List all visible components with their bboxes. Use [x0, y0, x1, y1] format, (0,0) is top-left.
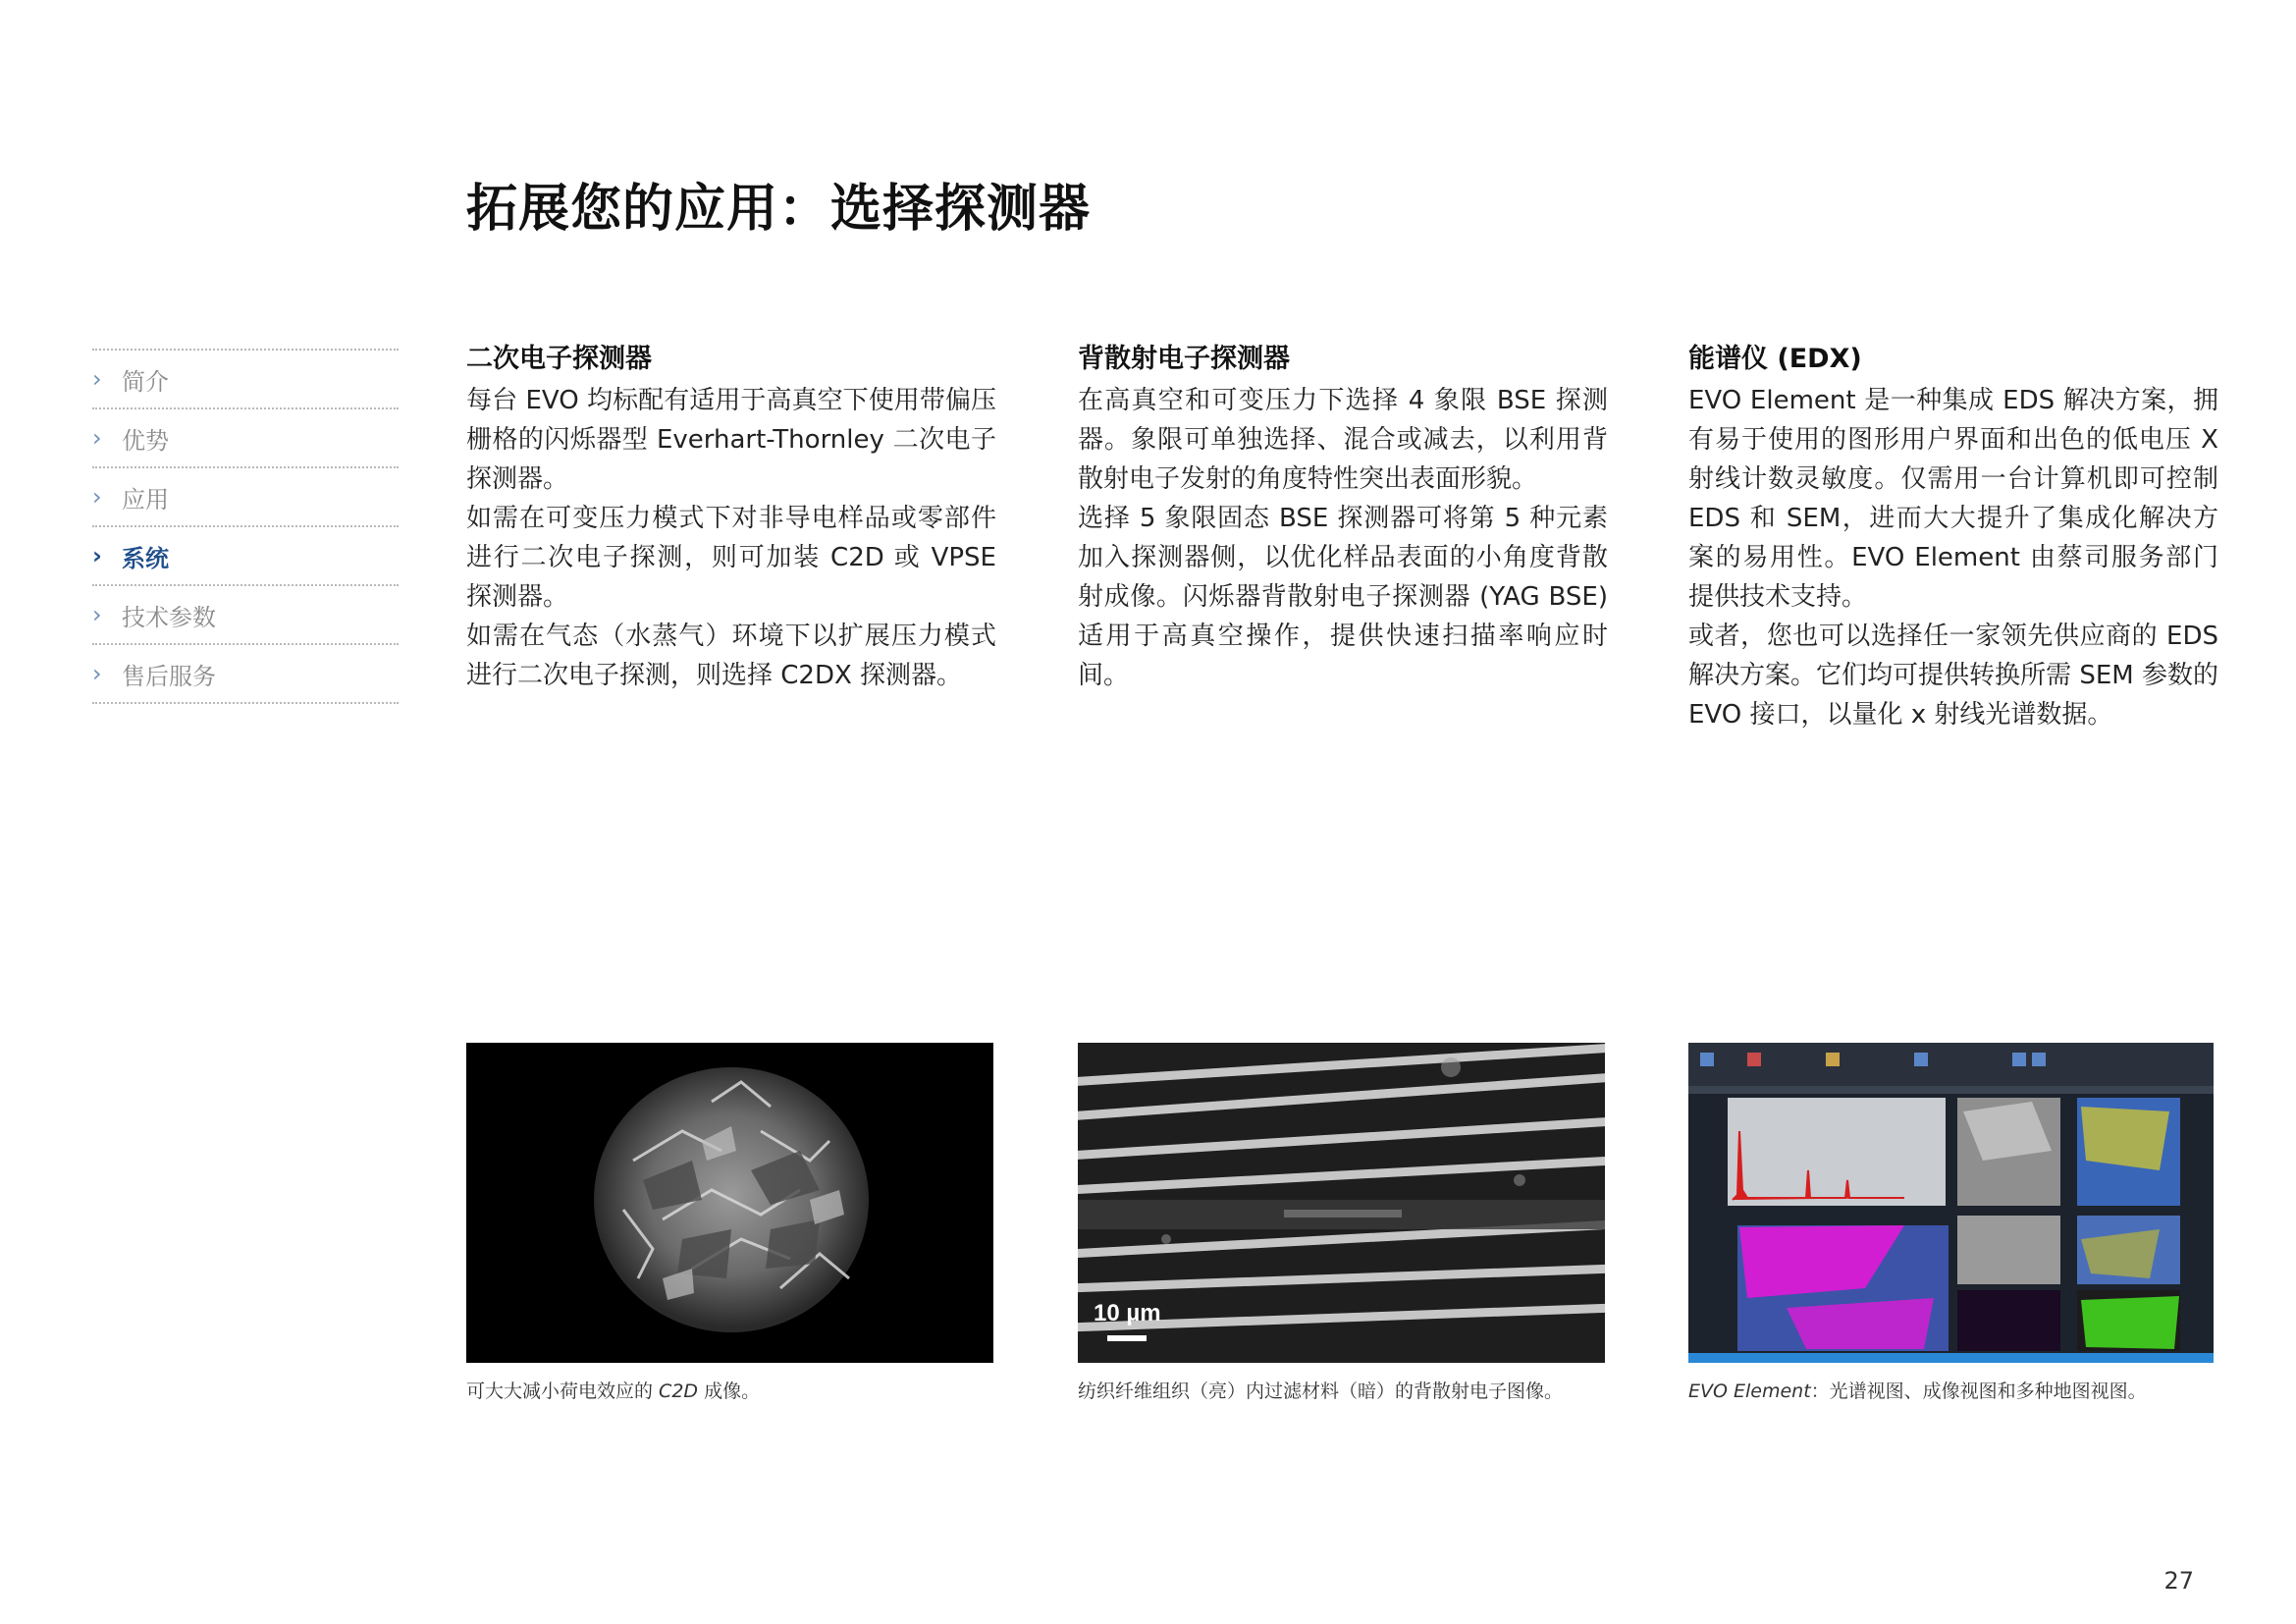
page-number: 27	[2163, 1567, 2194, 1595]
nav-item-label: 系统	[122, 544, 169, 572]
chevron-right-icon: ›	[92, 424, 102, 452]
software-screenshot	[1688, 1043, 2214, 1363]
paragraph: 每台 EVO 均标配有适用于高真空下使用带偏压栅格的闪烁器型 Everhart-Thornley 二次电子探测器。	[466, 386, 996, 494]
side-nav	[92, 349, 399, 704]
nav-item-service[interactable]	[92, 643, 399, 704]
nav-item-specs[interactable]	[92, 584, 399, 643]
sem-image-crystal	[466, 1043, 993, 1363]
nav-item-label: 优势	[122, 426, 169, 455]
nav-item-advantages[interactable]	[92, 407, 399, 466]
paragraph: 在高真空和可变压力下选择 4 象限 BSE 探测器。象限可单独选择、混合或减去，以利用背散射电子发射的角度特性突出表面形貌。	[1078, 386, 1608, 494]
chevron-right-icon: ›	[92, 660, 102, 687]
paragraph: 选择 5 象限固态 BSE 探测器可将第 5 种元素加入探测器侧，以优化样品表面的小角度背散射成像。闪烁器背散射电子探测器 (YAG BSE) 适用于高真空操作，提供快速扫描率响应时间。	[1078, 504, 1608, 690]
nav-item-label: 简介	[122, 367, 169, 396]
page-title: 拓展您的应用：选择探测器	[466, 180, 1092, 239]
nav-item-label: 技术参数	[122, 603, 216, 631]
column-edx	[1688, 342, 2218, 734]
scale-bar-label: 10 µm	[1094, 1300, 1161, 1326]
section-heading: 能谱仪 (EDX)	[1688, 344, 1862, 374]
image-caption: EVO Element：光谱视图、成像视图和多种地图视图。	[1688, 1380, 2147, 1402]
nav-item-system[interactable]	[92, 525, 399, 584]
chevron-right-icon: ›	[92, 365, 102, 393]
column-secondary-electron	[466, 342, 996, 695]
paragraph: 如需在气态（水蒸气）环境下以扩展压力模式进行二次电子探测，则选择 C2DX 探测器。	[466, 622, 996, 690]
scale-bar	[1107, 1335, 1147, 1341]
paragraph: 或者，您也可以选择任一家领先供应商的 EDS 解决方案。它们均可提供转换所需 SEM 参数的 EVO 接口，以量化 x 射线光谱数据。	[1688, 622, 2218, 730]
nav-item-applications[interactable]	[92, 466, 399, 525]
nav-item-label: 售后服务	[122, 662, 216, 690]
chevron-right-icon: ›	[92, 483, 102, 511]
column-backscatter	[1078, 342, 1608, 695]
paragraph: EVO Element 是一种集成 EDS 解决方案，拥有易于使用的图形用户界面和出色的低电压 X 射线计数灵敏度。仅需用一台计算机即可控制 EDS 和 SEM，进而大大提升了集成化解决方案的易用性。EVO Element 由蔡司服务部门提供技术支持。	[1688, 386, 2218, 612]
chevron-right-icon: ›	[92, 601, 102, 628]
section-heading: 背散射电子探测器	[1078, 344, 1290, 374]
section-heading: 二次电子探测器	[466, 344, 652, 374]
image-caption: 纺织纤维组织（亮）内过滤材料（暗）的背散射电子图像。	[1078, 1380, 1564, 1402]
chevron-right-icon: ›	[92, 542, 102, 569]
nav-item-label: 应用	[122, 485, 169, 514]
paragraph: 如需在可变压力模式下对非导电样品或零部件进行二次电子探测，则可加装 C2D 或 VPSE 探测器。	[466, 504, 996, 612]
nav-item-intro[interactable]	[92, 349, 399, 407]
bse-image-fibers	[1078, 1043, 1605, 1363]
image-caption: 可大大减小荷电效应的 C2D 成像。	[466, 1380, 761, 1402]
